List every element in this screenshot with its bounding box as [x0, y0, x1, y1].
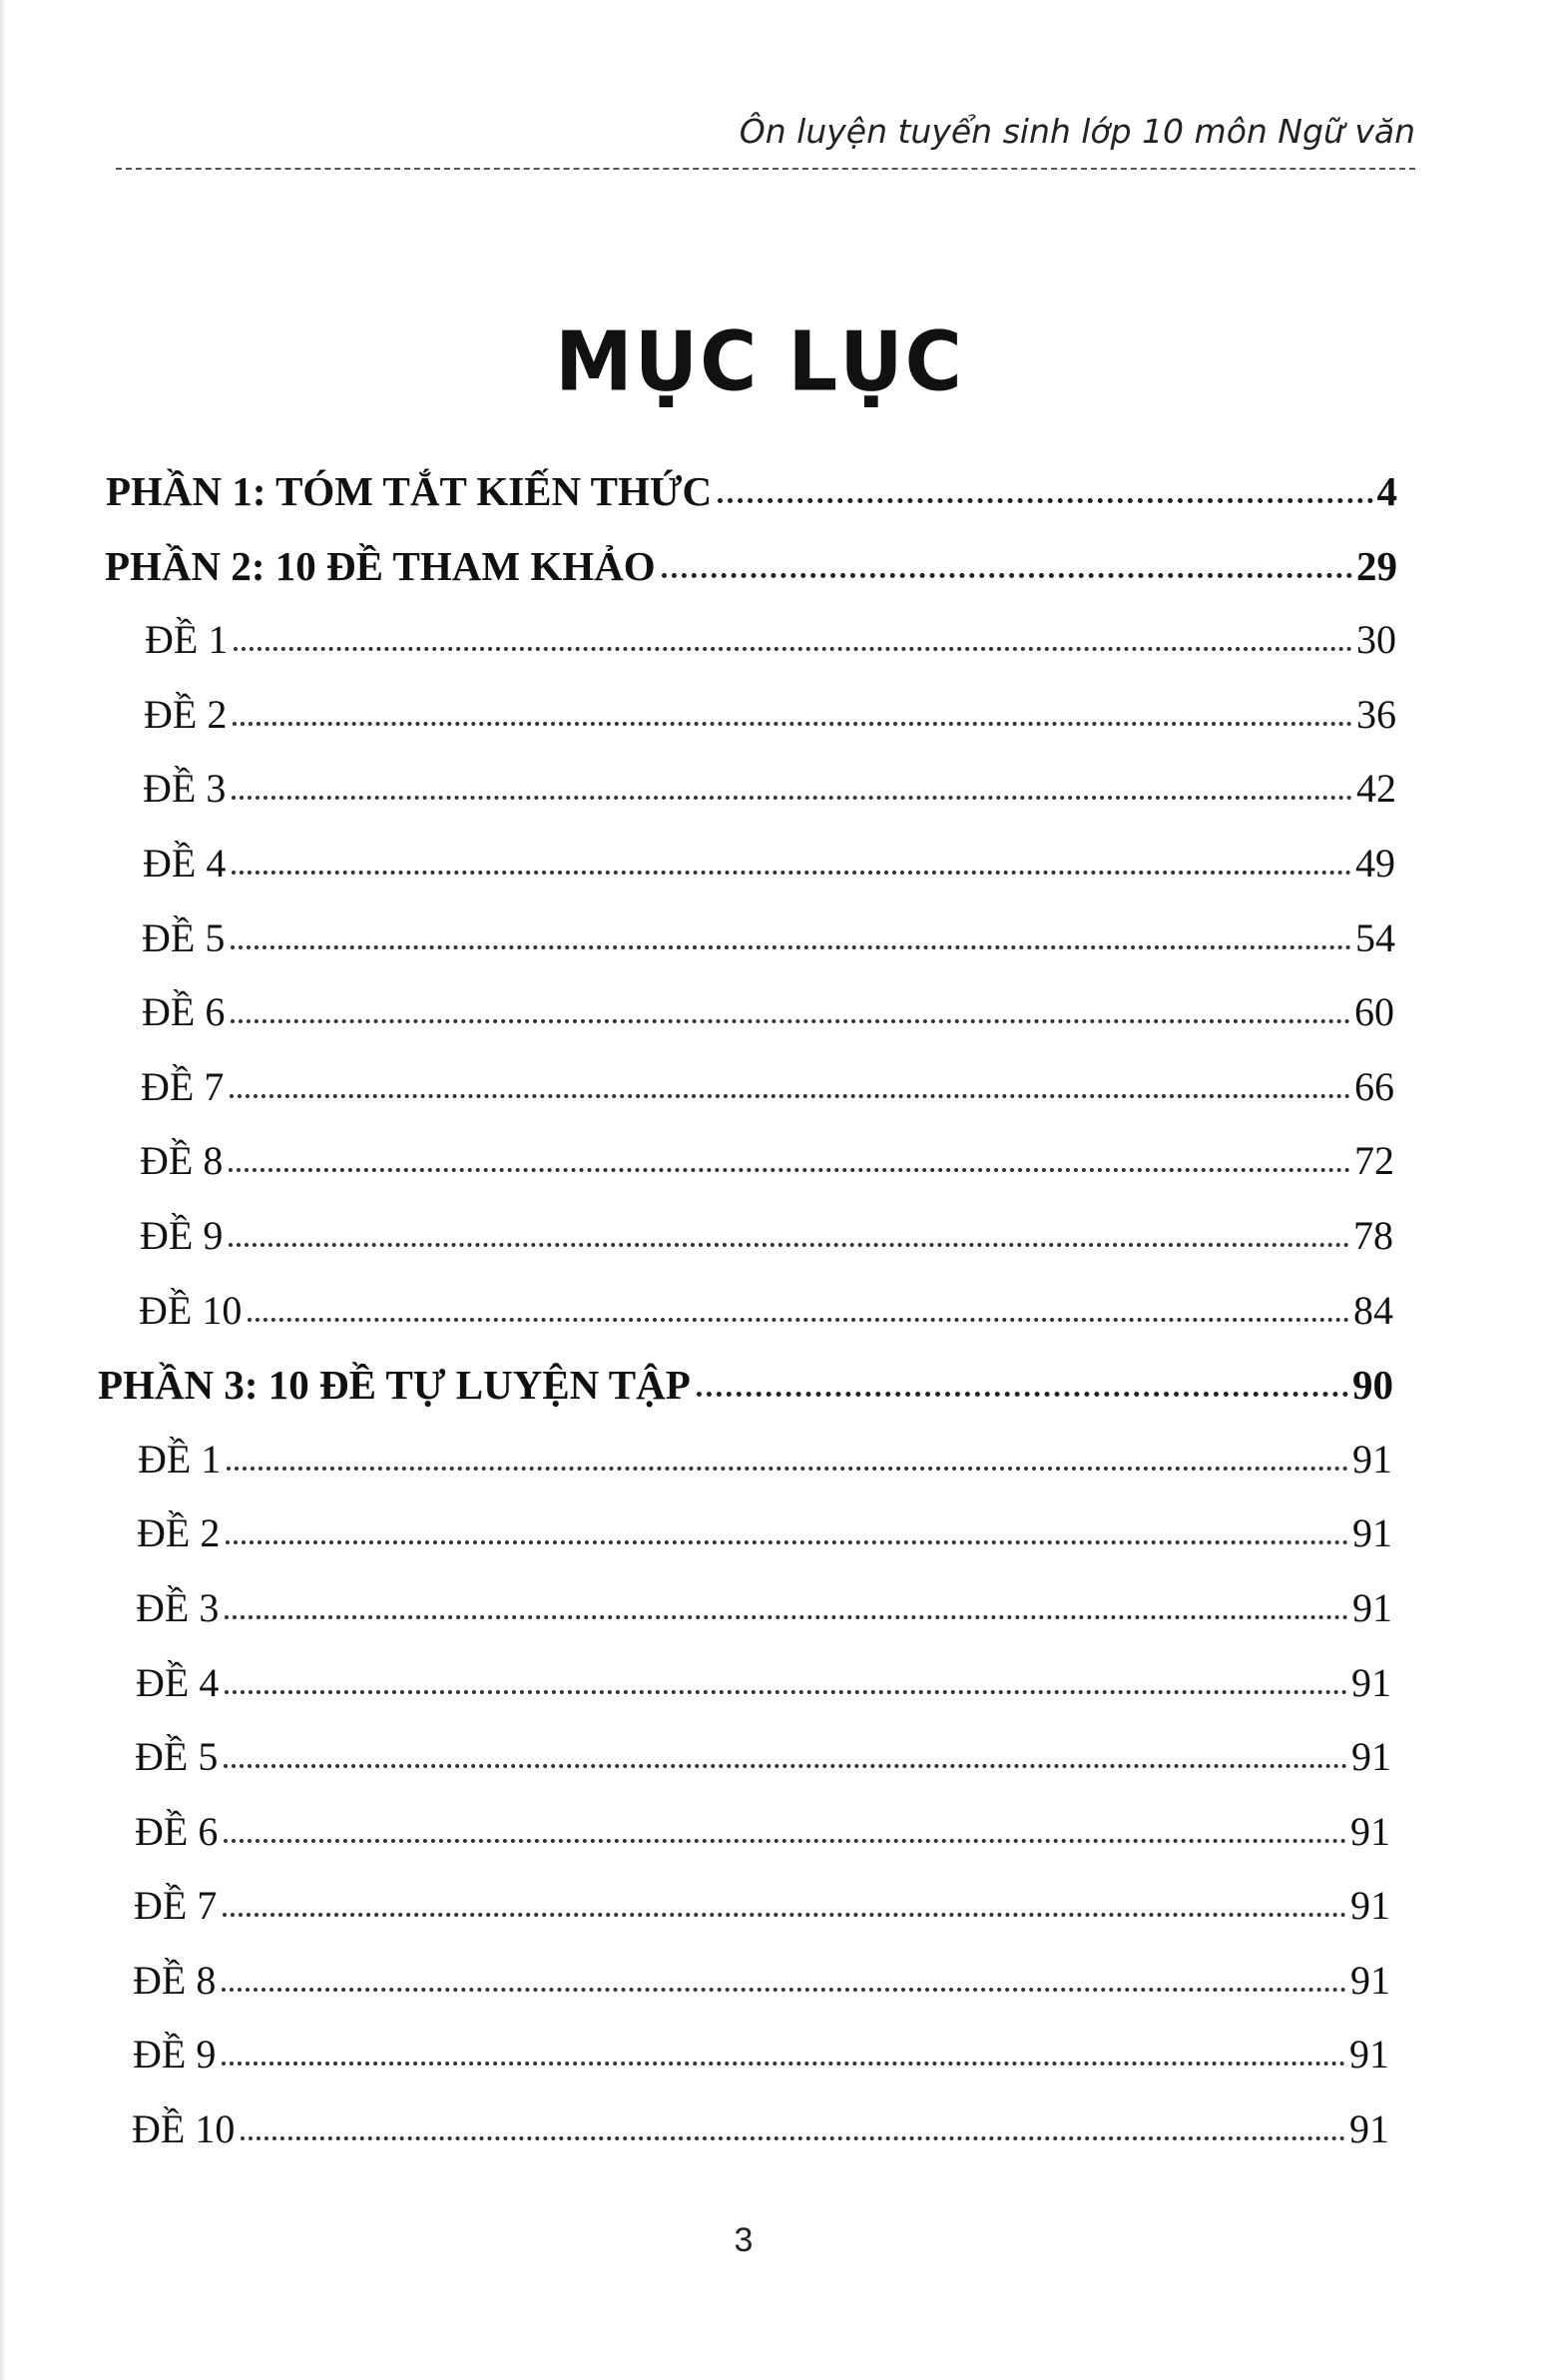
toc-dot-leader	[662, 573, 1352, 578]
toc-entry	[133, 2031, 1389, 2105]
toc-entry-page: 54	[1355, 914, 1395, 960]
toc-entry-page: 42	[1356, 766, 1396, 812]
toc-entry-label: ĐỀ 2	[137, 1510, 221, 1556]
toc-dot-leader	[224, 1839, 1346, 1843]
toc-entry	[143, 840, 1395, 914]
toc-entry-page: 91	[1352, 1510, 1392, 1556]
toc-entry-page: 91	[1349, 2106, 1389, 2152]
toc-part-entry	[98, 1361, 1393, 1436]
toc-entry-label: ĐỀ 9	[133, 2032, 217, 2078]
toc-part-entry	[105, 542, 1397, 617]
toc-entry	[135, 1808, 1390, 1883]
toc-entry	[142, 914, 1395, 989]
toc-entry-page: 91	[1351, 1734, 1391, 1780]
toc-entry-label: ĐỀ 7	[134, 1883, 218, 1929]
toc-dot-leader	[232, 871, 1351, 875]
toc-dot-leader	[248, 1318, 1349, 1322]
toc-entry-label: PHẦN 1: TÓM TẮT KIẾN THỨC	[106, 468, 713, 514]
toc-entry-page: 91	[1352, 1436, 1392, 1482]
toc-entry-page: 91	[1350, 1957, 1390, 2003]
toc-entry-page: 84	[1353, 1287, 1393, 1333]
page-number: 3	[734, 2221, 754, 2259]
toc-dot-leader	[234, 647, 1352, 651]
toc-entry-label: ĐỀ 4	[143, 840, 227, 886]
toc-entry-label: ĐỀ 4	[136, 1659, 220, 1705]
toc-entry-page: 91	[1350, 1808, 1390, 1854]
toc-entry-label: ĐỀ 1	[138, 1436, 222, 1482]
toc-entry	[134, 1882, 1390, 1957]
toc-entry-label: ĐỀ 9	[140, 1212, 224, 1258]
toc-dot-leader	[222, 2062, 1345, 2066]
toc-dot-leader	[718, 498, 1372, 503]
toc-dot-leader	[231, 945, 1351, 949]
toc-entry-page: 72	[1354, 1138, 1394, 1184]
toc-entry-label: ĐỀ 6	[135, 1808, 219, 1854]
toc-dot-leader	[229, 1243, 1349, 1247]
toc-entry-page: 90	[1352, 1362, 1393, 1409]
toc-entry	[140, 1137, 1394, 1212]
toc-entry-page: 91	[1350, 1883, 1390, 1929]
toc-entry-page: 29	[1356, 542, 1397, 589]
toc-entry-label: ĐỀ 6	[142, 989, 226, 1035]
toc-entry	[136, 1584, 1392, 1659]
toc-dot-leader	[232, 796, 1352, 800]
toc-entry-label: ĐỀ 2	[144, 691, 228, 737]
toc-dot-leader	[233, 722, 1352, 726]
toc-dot-leader	[697, 1392, 1348, 1397]
toc-entry-label: ĐỀ 7	[141, 1063, 225, 1109]
toc-entry-label: ĐỀ 10	[139, 1287, 243, 1333]
toc-entry	[138, 1436, 1392, 1510]
toc-entry-label: ĐỀ 5	[142, 914, 226, 960]
toc-entry-page: 36	[1356, 691, 1396, 737]
header-dashed-rule	[116, 168, 1415, 170]
toc-entry-page: 91	[1351, 1659, 1391, 1705]
toc-entry-label: ĐỀ 5	[135, 1734, 219, 1780]
toc-entry-label: PHẦN 3: 10 ĐỀ TỰ LUYỆN TẬP	[98, 1362, 691, 1409]
toc-entry-page: 66	[1354, 1063, 1394, 1109]
toc-entry-label: ĐỀ 8	[140, 1138, 224, 1184]
toc-entry	[135, 1733, 1391, 1808]
toc-dot-leader	[225, 1690, 1347, 1694]
table-of-contents	[0, 467, 1557, 2180]
toc-dot-leader	[241, 2136, 1345, 2140]
toc-entry-page: 4	[1376, 468, 1397, 514]
toc-entry-label: ĐỀ 8	[133, 1957, 217, 2003]
toc-dot-leader	[229, 1168, 1350, 1172]
toc-dot-leader	[222, 1988, 1346, 1992]
toc-entry-page: 60	[1354, 989, 1394, 1035]
toc-entry	[133, 1957, 1390, 2032]
toc-part-entry	[106, 467, 1397, 542]
toc-entry	[143, 765, 1396, 840]
toc-entry-page: 30	[1356, 617, 1396, 663]
toc-dot-leader	[223, 1913, 1346, 1917]
toc-entry-label: ĐỀ 3	[143, 766, 227, 812]
toc-entry-page: 91	[1352, 1584, 1392, 1630]
toc-entry	[137, 1509, 1392, 1584]
toc-entry-label: ĐỀ 1	[145, 617, 229, 663]
toc-entry	[145, 616, 1396, 691]
toc-entry	[132, 2105, 1389, 2180]
toc-entry	[144, 691, 1396, 766]
toc-dot-leader	[224, 1764, 1347, 1768]
toc-entry	[139, 1287, 1393, 1362]
toc-entry	[141, 1063, 1394, 1138]
toc-entry-label: ĐỀ 10	[132, 2106, 236, 2152]
toc-entry-label: ĐỀ 3	[136, 1584, 220, 1630]
page-title: MỤC LỤC	[555, 314, 964, 410]
toc-dot-leader	[226, 1540, 1348, 1544]
toc-entry-page: 49	[1355, 840, 1395, 886]
toc-entry	[136, 1659, 1391, 1734]
toc-entry	[140, 1212, 1393, 1287]
toc-dot-leader	[227, 1467, 1348, 1471]
toc-entry	[142, 988, 1394, 1063]
toc-entry-label: PHẦN 2: 10 ĐỀ THAM KHẢO	[105, 542, 656, 589]
toc-entry-page: 78	[1353, 1212, 1393, 1258]
running-header: Ôn luyện tuyển sinh lớp 10 môn Ngữ văn	[739, 112, 1415, 151]
toc-entry-page: 91	[1349, 2032, 1389, 2078]
toc-dot-leader	[225, 1615, 1348, 1619]
toc-dot-leader	[231, 1019, 1350, 1023]
toc-dot-leader	[230, 1094, 1350, 1098]
